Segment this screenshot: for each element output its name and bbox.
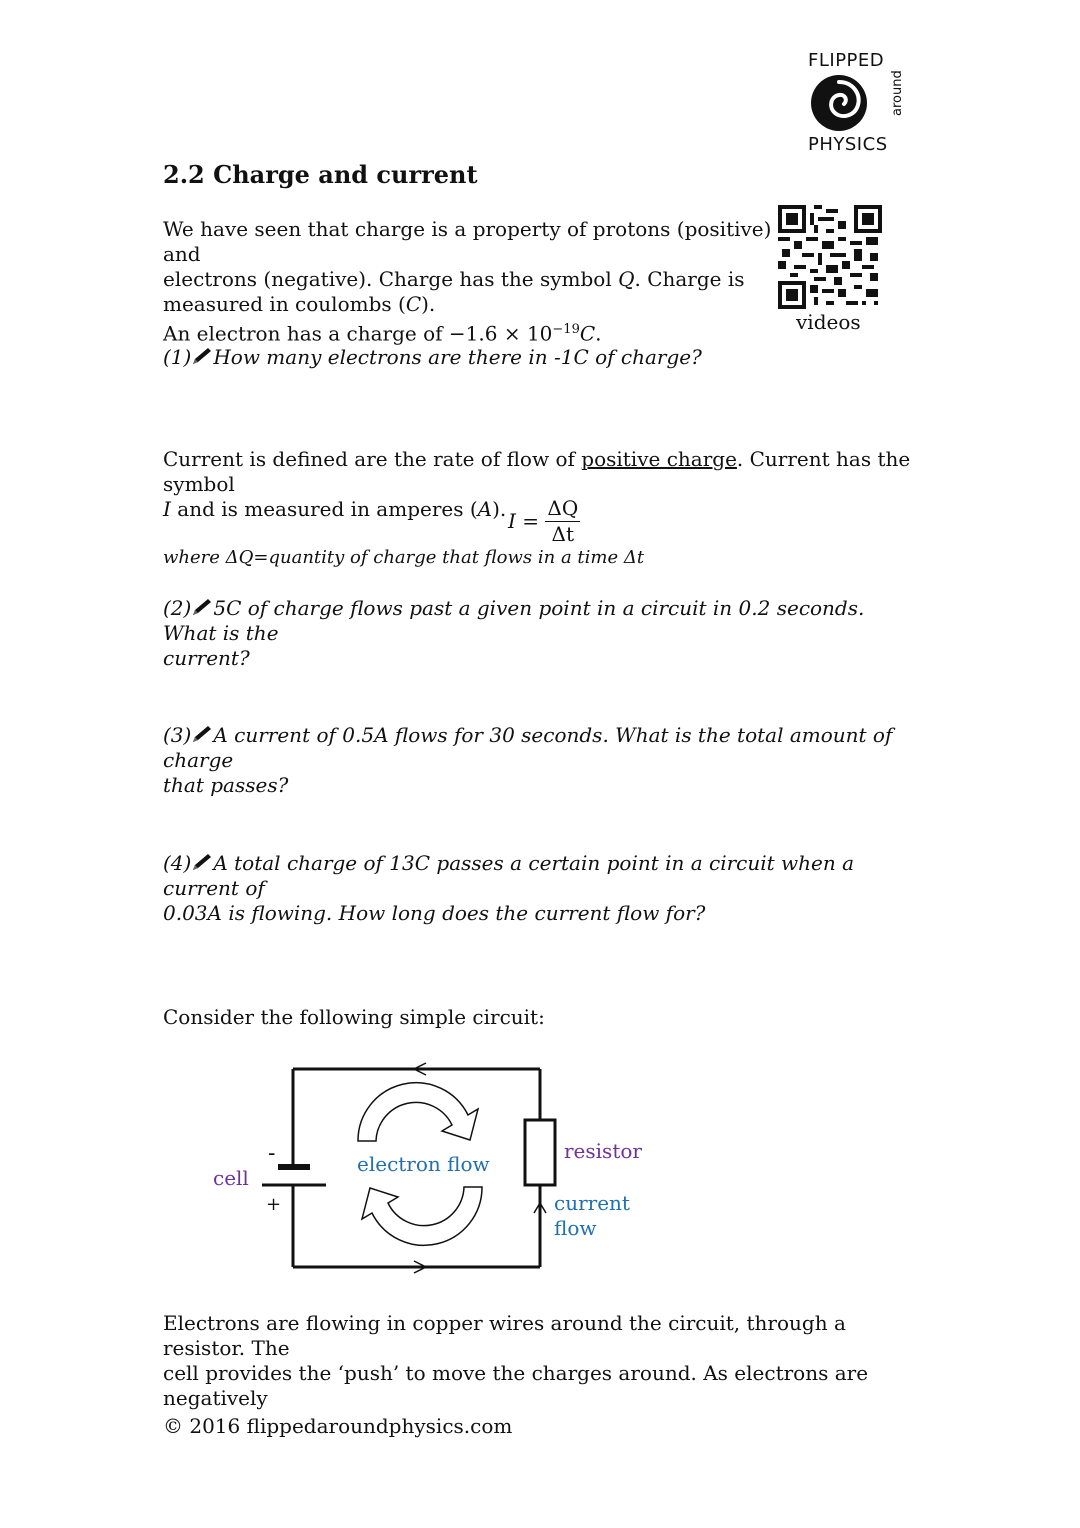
cell-plus-sign: + <box>266 1194 282 1215</box>
resistor-label: resistor <box>564 1139 642 1163</box>
qr-code-icon[interactable] <box>778 205 882 309</box>
formula-where-note: where ΔQ=quantity of charge that flows in a time Δt <box>163 547 645 568</box>
electron-flow-arrow-bottom-icon <box>362 1187 482 1245</box>
intro-line-3: measured in coulombs (C). <box>163 292 436 316</box>
logo-side-text: around <box>890 70 905 116</box>
pencil-icon <box>191 724 213 744</box>
pencil-icon <box>191 346 213 366</box>
logo-top-text: FLIPPED <box>808 50 885 71</box>
intro-line-4: An electron has a charge of $-1.6 \times 10^{-19}C$. <box>163 321 602 346</box>
cell-minus-sign: - <box>268 1141 276 1166</box>
current-def-line-2: I and is measured in amperes (A). <box>163 497 507 521</box>
circuit-intro: Consider the following simple circuit: <box>163 1005 545 1029</box>
page-title: 2.2 Charge and current <box>163 160 478 189</box>
question-4: (4) A total charge of 13C passes a certain point in a circuit when a current of 0.03A is flowing. How long does the current flow for? <box>163 851 855 925</box>
pencil-icon <box>191 852 213 872</box>
current-formula: I = $\frac{\Delta Q}{\Delta t}$ <box>508 496 579 546</box>
intro-line-1: We have seen that charge is a property of protons (positive) and <box>163 217 772 266</box>
current-flow-label: current flow <box>554 1191 630 1240</box>
intro-paragraph <box>163 217 773 347</box>
resistor-symbol <box>525 1120 555 1185</box>
pencil-icon <box>191 597 213 617</box>
cell-label: cell <box>213 1166 249 1190</box>
question-3: (3) A current of 0.5A flows for 30 seconds. What is the total amount of charge that passes? <box>163 723 893 797</box>
electron-flow-label: electron flow <box>357 1152 490 1176</box>
electron-flow-arrow-top-icon <box>358 1083 478 1141</box>
closing-paragraph: Electrons are flowing in copper wires around the circuit, through a resistor. The cell provides the ‘push’ to move the charges around. As electrons are negatively <box>163 1311 869 1410</box>
logo-bottom-text: PHYSICS <box>808 134 888 155</box>
footer-copyright: © 2016 flippedaroundphysics.com <box>163 1414 513 1438</box>
question-1: (1) How many electrons are there in -1C of charge? <box>163 345 702 369</box>
intro-line-2: electrons (negative). Charge has the symbol Q. Charge is <box>163 267 745 291</box>
spiral-logo-icon <box>808 72 898 134</box>
question-2: (2) 5C of charge flows past a given point in a circuit in 0.2 seconds. What is the current? <box>163 596 865 670</box>
current-def-line-1: Current is defined are the rate of flow of positive charge. Current has the symbol <box>163 447 911 496</box>
qr-caption: videos <box>796 310 861 334</box>
